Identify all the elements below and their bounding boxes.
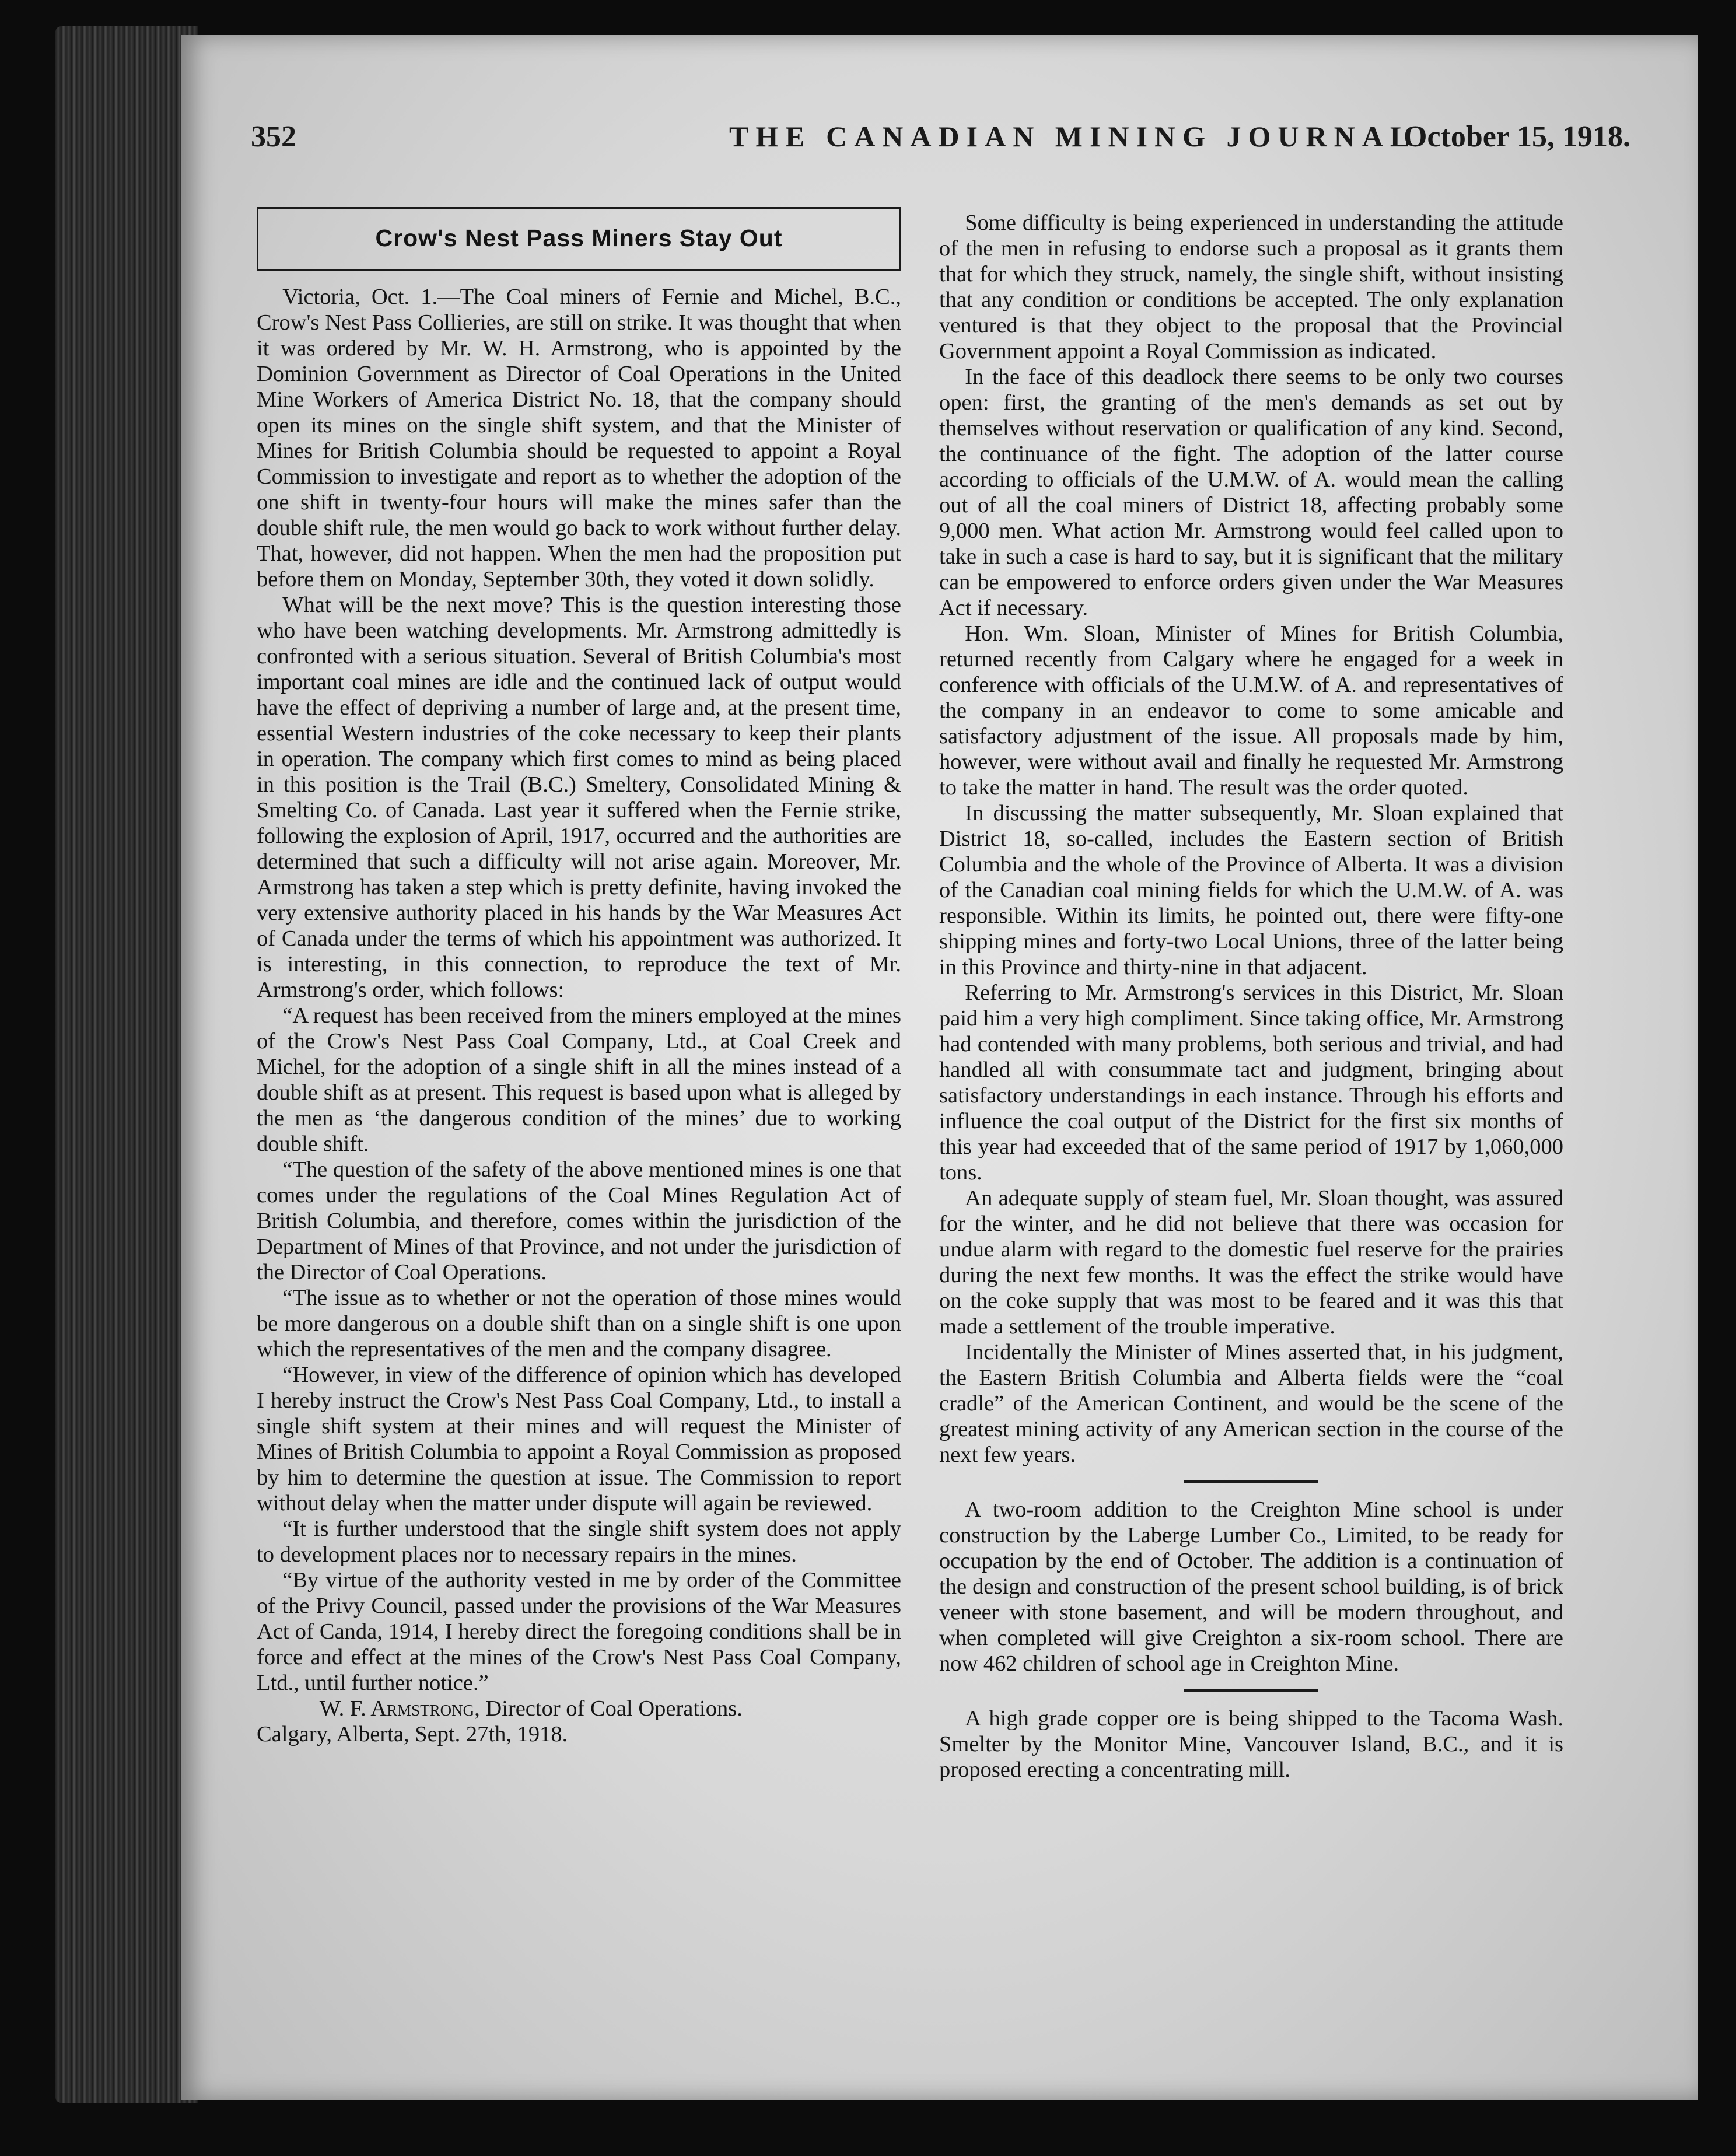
news-note: A two-room addition to the Creighton Mine school is under construction by the Laberge Lumber Co., Limited, to be ready for occupation by the end of October. The addition is a continuation of the design and construction of the present school building, is of brick veneer with stone basement, and will be modern throughout, and when completed will give Creighton a six-room school. There are now 462 children of school age in Creighton Mine. bbox=[939, 1497, 1563, 1676]
page-number: 352 bbox=[251, 120, 296, 153]
journal-page bbox=[181, 35, 1698, 2100]
quoted-paragraph: “By virtue of the authority vested in me by order of the Committee of the Privy Council, passed under the provisions of the War Measures Act of Canda, 1914, I hereby direct the foregoing conditions shall be in force and effect at the mines of the Crow's Nest Pass Coal Company, Ltd., until further notice.” bbox=[257, 1568, 901, 1695]
paragraph: Hon. Wm. Sloan, Minister of Mines for British Columbia, returned recently from Calgary where he engaged for a week in conference with officials of the U.M.W. of A. and representatives of the company in an endeavor to come to some amicable and satisfactory adjustment of the issue. All proposals made by him, however, were without avail and finally he requested Mr. Armstrong to take the matter in hand. The result was the order quoted. bbox=[939, 621, 1563, 800]
journal-title: THE CANADIAN MINING JOURNAL bbox=[729, 120, 1417, 153]
news-note: A high grade copper ore is being shipped to the Tacoma Wash. Smelter by the Monitor Mine, Vancouver Island, B.C., and it is proposed erecting a concentrating mill. bbox=[939, 1706, 1563, 1782]
paragraph: Some difficulty is being experienced in understanding the attitude of the men in refusing to endorse such a proposal as it grants them that for which they struck, namely, the single shift, without insisting that any condition or conditions be accepted. The only explanation ventured is that they object to the proposal that the Provincial Government appoint a Royal Commission as indicated. bbox=[939, 211, 1563, 363]
paragraph: Referring to Mr. Armstrong's services in this District, Mr. Sloan paid him a very high compliment. Since taking office, Mr. Armstrong had contended with many problems, both serious and trivial, and had handled all with consummate tact and judgment, bringing about satisfactory understandings in each instance. Through his efforts and influence the coal output of the District for the first six months of this year had exceeded that of the same period of 1917 by 1,060,000 tons. bbox=[939, 981, 1563, 1185]
separator-rule bbox=[1184, 1689, 1318, 1692]
paragraph: Incidentally the Minister of Mines asserted that, in his judgment, the Eastern British Columbia and Alberta fields were the “coal cradle” of the American Continent, and would be the scene of the greatest mining activity of any American section in the course of the next few years. bbox=[939, 1340, 1563, 1467]
book-page-edges bbox=[55, 26, 198, 2103]
signature-title: Director of Coal Operations. bbox=[480, 1696, 743, 1721]
quoted-paragraph: “It is further understood that the single shift system does not apply to development places nor to necessary repairs in the mines. bbox=[257, 1517, 901, 1567]
paragraph: An adequate supply of steam fuel, Mr. Sloan thought, was assured for the winter, and he did not believe that there was occasion for undue alarm with regard to the domestic fuel reserve for the prairies during the next few months. It was the effect the strike would have on the coke supply that was most to be feared and it was this that made a settlement of the trouble imperative. bbox=[939, 1186, 1563, 1339]
quoted-paragraph: “However, in view of the difference of opinion which has developed I hereby instruct the Crow's Nest Pass Coal Company, Ltd., to install a single shift system at their mines and will request the Minister of Mines of British Columbia to appoint a Royal Commission as proposed by him to determine the question at issue. The Commission to report without delay when the matter under dispute will again be reviewed. bbox=[257, 1363, 901, 1516]
paragraph: Victoria, Oct. 1.—The Coal miners of Fernie and Michel, B.C., Crow's Nest Pass Collieries, are still on strike. It was thought that when it was ordered by Mr. W. H. Armstrong, who is appointed by the Dominion Government as Director of Coal Operations in the United Mine Workers of America District No. 18, that the company should open its mines on the single shift system, and that the Minister of Mines for British Columbia should be requested to appoint a Royal Commission to investigate and report as to whether the adoption of the one shift in twenty-four hours will make the mines safer than the double shift rule, the men would go back to work without further delay. That, however, did not happen. When the men had the proposition put before them on Monday, September 30th, they voted it down solidly. bbox=[257, 285, 901, 592]
signature-date: Calgary, Alberta, Sept. 27th, 1918. bbox=[257, 1722, 568, 1746]
quoted-paragraph: “The question of the safety of the above mentioned mines is one that comes under the regulations of the Coal Mines Regulation Act of British Columbia, and therefore, comes within the jurisdiction of the Department of Mines of that Province, and not under the jurisdiction of the Director of Coal Operations. bbox=[257, 1157, 901, 1284]
paragraph: In the face of this deadlock there seems to be only two courses open: first, the granting of the men's demands as set out by themselves without reservation or qualification of any kind. Second, the continuance of the fight. The adoption of the latter course according to officials of the U.M.W. of A. would mean the calling out of all the coal miners of District 18, affecting probably some 9,000 men. What action Mr. Armstrong would feel called upon to take in such a case is hard to say, but it is significant that the military can be empowered to enforce orders given under the War Measures Act if necessary. bbox=[939, 365, 1563, 620]
quoted-paragraph: “A request has been received from the miners employed at the mines of the Crow's Nest Pass Coal Company, Ltd., at Coal Creek and Michel, for the adoption of a single shift in all the mines instead of a double shift as at present. This request is based upon what is alleged by the men as ‘the dangerous condition of the mines’ due to working double shift. bbox=[257, 1003, 901, 1156]
right-column bbox=[939, 210, 1563, 1783]
left-column bbox=[257, 207, 901, 1747]
signature-name: W. F. Armstrong, bbox=[319, 1696, 480, 1721]
quoted-paragraph: “The issue as to whether or not the operation of those mines would be more dangerous on a double shift than on a single shift is one upon which the representatives of the men and the company disagree. bbox=[257, 1286, 901, 1362]
article-title: Crow's Nest Pass Miners Stay Out bbox=[375, 225, 783, 251]
signature-line bbox=[257, 1696, 901, 1721]
separator-rule bbox=[1184, 1480, 1318, 1483]
paragraph: In discussing the matter subsequently, Mr. Sloan explained that District 18, so-called, includes the Eastern section of British Columbia and the whole of the Province of Alberta. It was a division of the Canadian coal mining fields for which the U.M.W. of A. was responsible. Within its limits, he pointed out, there were fifty-one shipping mines and forty-two Local Unions, three of the latter being in this Province and thirty-nine in that adjacent. bbox=[939, 801, 1563, 979]
paragraph: What will be the next move? This is the question interesting those who have been watching developments. Mr. Armstrong admittedly is confronted with a serious situation. Several of British Columbia's most important coal mines are idle and the continued lack of output would have the effect of depriving a number of large and, at the present time, essential Western industries of the coke necessary to keep their plants in operation. The company which first comes to mind as being placed in this position is the Trail (B.C.) Smeltery, Consolidated Mining & Smelting Co. of Canada. Last year it suffered when the Fernie strike, following the explosion of April, 1917, occurred and the authorities are determined that such a difficulty will not arise again. Moreover, Mr. Armstrong has taken a step which is pretty definite, having invoked the very extensive authority placed in his hands by the War Measures Act of Canada under the terms of which his appointment was authorized. It is interesting, in this connection, to reproduce the text of Mr. Armstrong's order, which follows: bbox=[257, 593, 901, 1002]
article-title-box bbox=[257, 207, 901, 271]
issue-date: October 15, 1918. bbox=[1404, 120, 1630, 153]
